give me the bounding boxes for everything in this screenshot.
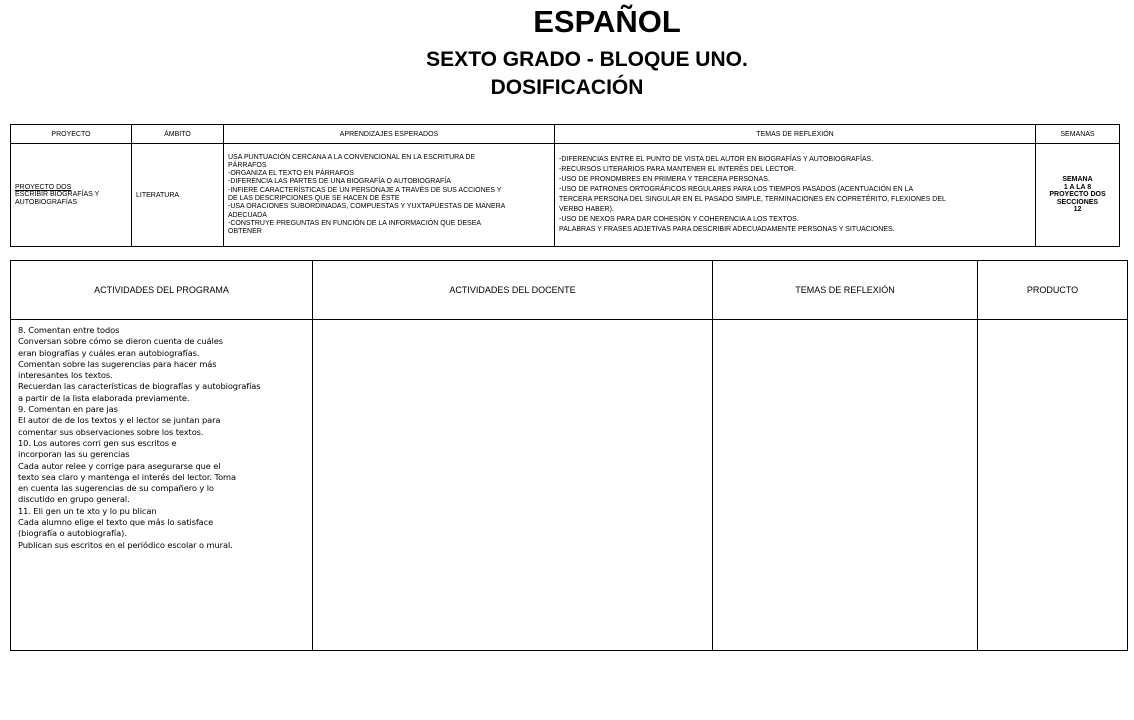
ambito-cell: LITERATURA [132,144,224,247]
actividad-line: Cada alumno elige el texto que más lo satisface [18,517,214,528]
page-title: ESPAÑOL [533,4,681,39]
header-aprendizajes: APRENDIZAJES ESPERADOS [224,125,555,144]
actividad-line: interesantes los textos. [18,370,113,381]
table-header-row [11,261,1128,320]
page-subtitle: SEXTO GRADO - BLOQUE UNO. [426,48,748,71]
header-semanas: SEMANAS [1036,125,1120,144]
tema-line: PALABRAS Y FRASES ADJETIVAS PARA DESCRIBIR ADECUADAMENTE PERSONAS Y SITUACIONES. [559,226,895,233]
actividad-line: incorporan las su gerencias [18,449,130,460]
aprendizaje-line: -ORGANIZA EL TEXTO EN PÁRRAFOS [228,170,354,178]
proyecto-cell [11,144,132,247]
temas-cell [555,144,1036,247]
aprendizaje-line: ADECUADA [228,211,267,219]
producto-cell[interactable] [978,320,1128,651]
proyecto-desc: ESCRIBIR BIOGRAFÍAS Y AUTOBIOGRAFÍAS [15,190,100,206]
actividad-line: 11. Eli gen un te xto y lo pu blican [18,505,157,516]
actividad-line: (biografía o autobiografía). [18,528,127,539]
tema-line: -USO DE NEXOS PARA DAR COHESIÓN Y COHERENCIA A LOS TEXTOS. [559,216,799,223]
table-header-row [11,125,1120,144]
header-temas: TEMAS DE REFLEXIÓN [555,125,1036,144]
header-ambito: ÁMBITO [132,125,224,144]
actividades-programa-cell [11,320,313,651]
aprendizaje-line: -USA ORACIONES SUBORDINADAS, COMPUESTAS Y YUXTAPUESTAS DE MANERA [228,203,506,211]
dosificacion-table [10,124,1120,247]
tema-line: VERBO HABER). [559,206,614,213]
actividad-line: Recuerdan las características de biografías y autobiografías [18,381,261,392]
aprendizaje-line: USA PUNTUACIÓN CERCANA A LA CONVENCIONAL EN LA ESCRITURA DE [228,153,476,161]
semanas-line: 12 [1073,206,1082,214]
semanas-line: SEMANA [1062,176,1093,184]
actividad-line: Conversan sobre cómo se dieron cuenta de cuáles [18,336,223,347]
tema-line: -DIFERENCIAS ENTRE EL PUNTO DE VISTA DEL AUTOR EN BIOGRAFÍAS Y AUTOBIOGRAFÍAS. [559,156,874,163]
actividades-docente-cell[interactable] [313,320,713,651]
section-title: DOSIFICACIÓN [490,76,644,99]
actividad-line: El autor de de los textos y el lector se juntan para [18,415,221,426]
actividad-line: texto sea claro y mantenga el interés del lector. Toma [18,471,237,482]
aprendizaje-line: -DIFERENCIA LAS PARTES DE UNA BIOGRAFÍA O AUTOBIOGRAFÍA [228,178,451,186]
semanas-cell [1036,144,1120,247]
aprendizajes-cell [224,144,555,247]
actividad-line: discutido en grupo general. [18,494,130,505]
header-actividades-programa: ACTIVIDADES DEL PROGRAMA [11,261,313,320]
actividad-line: Publican sus escritos en el periódico escolar o mural. [18,539,233,550]
tema-line: -USO DE PATRONES ORTOGRÁFICOS REGULARES PARA LOS TIEMPOS PASADOS (ACENTUACIÓN EN LA [559,186,914,193]
header-proyecto: PROYECTO [11,125,132,144]
actividad-line: 9. Comentan en pare jas [18,404,118,415]
tema-line: -USO DE PRONOMBRES EN PRIMERA Y TERCERA PERSONAS. [559,176,770,183]
aprendizaje-line: DE LAS DESCRIPCIONES QUE SE HACEN DE ÉSTE [228,195,400,202]
aprendizaje-line: -INFIERE CARACTERÍSTICAS DE UN PERSONAJE A TRAVÉS DE SUS ACCIONES Y [228,186,502,194]
actividad-line: Cada autor relee y corrige para asegurarse que el [18,460,221,471]
actividad-line: 10. Los autores corri gen sus escritos e [18,437,177,448]
aprendizaje-line: OBTENER [228,228,262,236]
actividad-line: 8. Comentan entre todos [18,325,120,335]
header-producto: PRODUCTO [978,261,1128,320]
semanas-line: PROYECTO DOS [1049,191,1106,199]
actividad-line: Comentan sobre las sugerencias para hacer más [18,358,217,369]
actividad-line: eran biografías y cuáles eran autobiografías. [18,347,200,358]
header-temas-reflexion: TEMAS DE REFLEXIÓN [713,261,978,320]
table-row [11,144,1120,247]
semanas-line: SECCIONES [1056,198,1099,206]
aprendizaje-line: -CONSTRUYE PREGUNTAS EN FUNCIÓN DE LA INFORMACIÓN QUE DESEA [228,219,482,227]
tema-line: -RECURSOS LITERARIOS PARA MANTENER EL INTERÉS DEL LECTOR. [559,166,796,173]
semanas-line: 1 A LA 8 [1063,183,1092,191]
actividad-line: a partir de la lista elaborada previamente. [18,392,190,403]
actividades-table [10,260,1128,651]
actividad-line: comentar sus observaciones sobre los textos. [18,426,204,437]
temas-reflexion-cell[interactable] [713,320,978,651]
table-row [11,320,1128,651]
tema-line: TERCERA PERSONA DEL SINGULAR EN EL PASADO SIMPLE, TERMINACIONES EN COPRETÉRITO, FLEXIONES DEL [559,196,946,203]
proyecto-title: PROYECTO DOS [15,183,72,191]
header-actividades-docente: ACTIVIDADES DEL DOCENTE [313,261,713,320]
actividad-line: en cuenta las sugerencias de su compañero y lo [18,483,214,494]
aprendizaje-line: PÁRRAFOS [228,161,267,169]
